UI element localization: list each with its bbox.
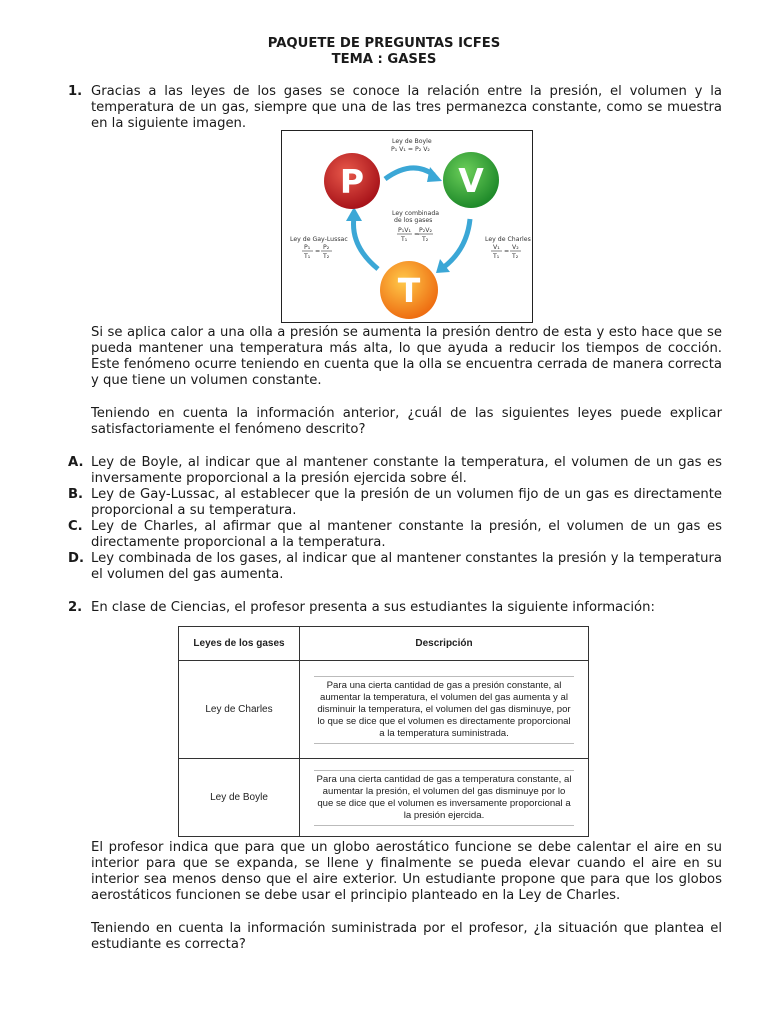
pressure-letter: P [339,162,365,201]
boyle-formula: P₁ V₁ = P₂ V₂ [391,146,430,153]
arrow-v-to-t [444,219,470,267]
svg-text:P₂: P₂ [323,244,330,251]
option-a-letter: A. [68,455,84,470]
combined-label-1: Ley combinada [392,210,440,217]
option-b-letter: B. [68,487,84,502]
option-b-text[interactable]: Ley de Gay-Lussac, al establecer que la presión de un volumen fijo de un gas es directamente proporcional a su temperatura. [91,487,722,518]
svg-text:T₁: T₁ [493,253,500,260]
question-1-context: Si se aplica calor a una olla a presión se aumenta la presión dentro de esta y esto hace que se pueda mantener una temperatura más alta, lo que ayuda a reducir los tiempos de cocción. Este fenómeno ocurre teniendo en cuenta que la olla se encuentra cerrada de manera correcta y que tiene un volumen constante. [91,325,722,388]
arrow-t-to-p [354,217,379,269]
combined-label-2: de los gases [394,217,433,224]
svg-text:T₂: T₂ [323,253,330,260]
table-row [179,661,589,759]
svg-text:T₂: T₂ [422,236,429,243]
table-description-text: Para una cierta cantidad de gas a temperatura constante, al aumentar la presión, el volumen del gas disminuye por lo que se dice que el volumen es inversamente proporcional a la presión ejercida. [314,770,574,826]
charles-formula [491,244,521,260]
temperature-letter: T [397,271,421,310]
table-description-text: Para una cierta cantidad de gas a presión constante, al aumentar la temperatura, el volumen del gas aumenta y al disminuir la temperatura, el volumen del gas disminuye, por lo que se dice que el volumen es directamente proporcional a la temperatura suministrada. [314,676,574,744]
svg-text:V₁: V₁ [493,244,500,251]
option-d-text[interactable]: Ley combinada de los gases, al indicar que al mantener constantes la presión y la temperatura el volumen del gas aumenta. [91,551,722,582]
option-a-text[interactable]: Ley de Boyle, al indicar que al mantener constante la temperatura, el volumen de un gas es inversamente proporcional a la presión ejercida sobre él. [91,455,722,486]
svg-text:=: = [504,248,510,255]
svg-text:P₁V₁: P₁V₁ [398,227,411,234]
table-header-laws: Leyes de los gases [179,627,300,661]
arrow-p-to-v [385,168,434,179]
question-1-number: 1. [68,84,83,99]
question-2-intro: En clase de Ciencias, el profesor presenta a sus estudiantes la siguiente información: [91,600,655,615]
document-title: PAQUETE DE PREGUNTAS ICFES [267,36,501,51]
charles-label: Ley de Charles [485,236,531,243]
question-1-prompt: Teniendo en cuenta la información anterior, ¿cuál de las siguientes leyes puede explicar satisfactoriamente el fenómeno descrito? [91,406,722,437]
question-2-number: 2. [68,600,83,615]
gas-laws-svg [282,131,532,322]
combined-formula [397,227,433,243]
svg-text:T₂: T₂ [512,253,519,260]
svg-text:V₂: V₂ [512,244,519,251]
svg-text:P₁: P₁ [304,244,311,251]
gaylussac-label: Ley de Gay-Lussac [290,236,348,243]
table-row [179,759,589,837]
question-2-context: El profesor indica que para que un globo aerostático funcione se debe calentar el aire en su interior para que se expanda, se llene y finalmente se pueda elevar cuando el aire en su interior sea menos denso que el aire exterior. Un estudiante propone que para que los globos aerostáticos funcionen se debe usar el principio planteado en la Ley de Charles. [91,840,722,903]
volume-letter: V [458,161,484,200]
table-header-row [179,627,589,661]
option-d-letter: D. [68,551,84,566]
svg-text:P₂V₂: P₂V₂ [419,227,432,234]
option-c-letter: C. [68,519,83,534]
table-cell-description [300,661,589,759]
svg-text:T₁: T₁ [401,236,408,243]
option-c-text[interactable]: Ley de Charles, al afirmar que al mantener constante la presión, el volumen de un gas es directamente proporcional a la temperatura. [91,519,722,550]
svg-text:=: = [315,248,321,255]
boyle-label: Ley de Boyle [392,138,432,145]
question-1-intro: Gracias a las leyes de los gases se conoce la relación entre la presión, el volumen y la temperatura de un gas, siempre que una de las tres permanezca constante, como se muestra en la siguiente imagen. [91,84,722,131]
gas-laws-diagram [281,130,533,323]
question-2-prompt: Teniendo en cuenta la información suministrada por el profesor, ¿la situación que plantea el estudiante es correcta? [91,921,722,952]
table-cell-law: Ley de Boyle [179,759,300,837]
table-header-description: Descripción [300,627,589,661]
svg-text:T₁: T₁ [304,253,311,260]
svg-text:=: = [414,231,420,238]
document-subtitle: TEMA : GASES [331,52,437,67]
gaylussac-formula [302,244,332,260]
gas-laws-table [178,626,589,837]
table-cell-description [300,759,589,837]
table-cell-law: Ley de Charles [179,661,300,759]
arrow-t-to-p-head [346,207,362,221]
